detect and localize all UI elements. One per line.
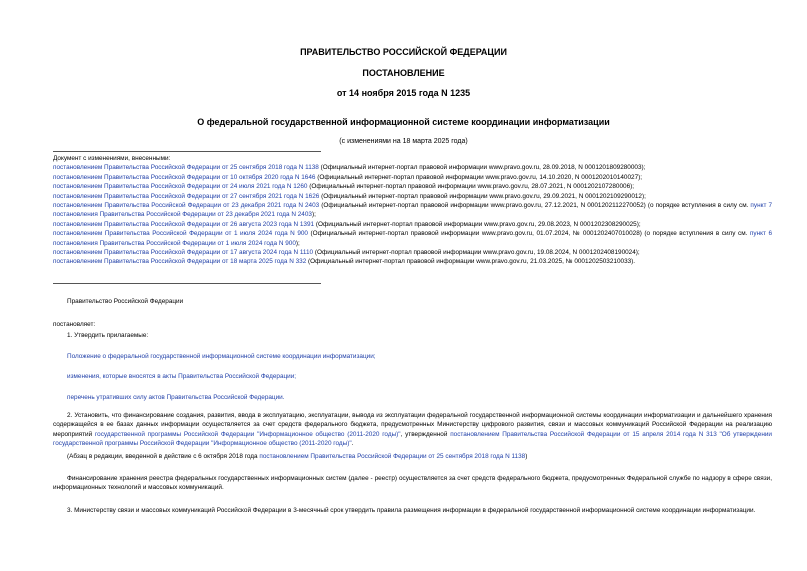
- change-item: постановлением Правительства Российской Федерации от 10 октября 2020 года N 1646 (Официальный интернет-портал правовой информации www.pravo.gov.ru, 14.10.2020, N 0001202010140027);: [53, 173, 643, 181]
- document-title: О федеральной государственной информационной системе координации информатизации: [197, 117, 610, 127]
- funding-paragraph: Финансирование хранения реестра федеральных государственных информационных систем (далее - реестр) осуществляется за счет средств федерального бюджета, предусмотренных Федеральной службе по надзору в сфере связи, информационных технологий и массовых коммуникаций.: [53, 475, 772, 492]
- change-link[interactable]: постановлением Правительства Российской Федерации от 24 июля 2021 года N 1260: [53, 183, 308, 191]
- document-type: ПОСТАНОВЛЕНИЕ: [362, 68, 445, 78]
- edition-note-link[interactable]: постановлением Правительства Российской Федерации от 25 сентября 2018 года N 1138: [259, 453, 526, 460]
- change-link[interactable]: постановлением Правительства Российской Федерации от 10 октября 2020 года N 1646: [53, 173, 316, 181]
- approved-repealed-acts-link[interactable]: перечень утративших силу актов Правительства Российской Федерации.: [67, 394, 285, 401]
- decides-label: постановляет:: [53, 321, 96, 328]
- change-link[interactable]: постановлением Правительства Российской Федерации от 27 сентября 2021 года N 1626: [53, 192, 320, 200]
- paragraph-1: 1. Утвердить прилагаемые:: [67, 332, 149, 339]
- change-entry-into-force-link[interactable]: пункт 7 постановления Правительства Российской Федерации от 23 декабря 2021 года N 2403: [53, 202, 773, 219]
- change-item: постановлением Правительства Российской Федерации от 17 августа 2024 года N 1110 (Официальный интернет-портал правовой информации www.pravo.gov.ru, 19.08.2024, N 0001202408190024);: [53, 249, 640, 257]
- change-item: постановлением Правительства Российской Федерации от 26 августа 2023 года N 1391 (Официальный интернет-портал правовой информации www.pravo.gov.ru, 29.08.2023, N 0001202308290025);: [53, 220, 641, 228]
- revision-note: (с изменениями на 18 марта 2025 года): [339, 138, 468, 145]
- resolution-313-link[interactable]: постановлением Правительства Российской Федерации от 15 апреля 2014 года N 313 "Об утверждении государственной программы Российской Федерации "Информационное общество (2011-2020 годы)": [53, 430, 772, 448]
- government-label: Правительство Российской Федерации: [67, 298, 184, 305]
- change-item: постановлением Правительства Российской Федерации от 1 июля 2024 года N 900 (Официальный интернет-портал правовой информации www.pravo.gov.ru, 01.07.2024, № 0001202407010028) (о порядке вступления в силу см. пункт 6 постановления Правительства Российской Федерации от 1 июля 2024 года N 900);: [53, 230, 772, 247]
- change-link[interactable]: постановлением Правительства Российской Федерации от 17 августа 2024 года N 1110: [53, 249, 314, 257]
- change-link[interactable]: постановлением Правительства Российской Федерации от 26 августа 2023 года N 1391: [53, 220, 315, 228]
- change-item: постановлением Правительства Российской Федерации от 25 сентября 2018 года N 1138 (Официальный интернет-портал правовой информации www.pravo.gov.ru, 28.09.2018, N 0001201809280003);: [53, 164, 646, 172]
- change-link[interactable]: постановлением Правительства Российской Федерации от 25 сентября 2018 года N 1138: [53, 164, 319, 172]
- change-item: постановлением Правительства Российской Федерации от 23 декабря 2021 года N 2403 (Официальный интернет-портал правовой информации www.pravo.gov.ru, 27.12.2021, N 0001202112270052) (о порядке вступления в силу см. пункт 7 постановления Правительства Российской Федерации от 23 декабря 2021 года N 2403);: [53, 202, 773, 219]
- document-date-number: от 14 ноября 2015 года N 1235: [336, 88, 471, 98]
- change-link[interactable]: постановлением Правительства Российской Федерации от 23 декабря 2021 года N 2403: [53, 202, 320, 210]
- changes-intro: Документ с изменениями, внесенными:: [53, 155, 171, 162]
- change-entry-into-force-link[interactable]: пункт 6 постановления Правительства Российской Федерации от 1 июля 2024 года N 900: [53, 230, 772, 247]
- changes-list: [53, 154, 772, 267]
- paragraph-3: 3. Министерству связи и массовых коммуникаций Российской Федерации в 3-месячный срок утвердить правила размещения информации в федеральной государственной информационной системе координации информатизации.: [67, 507, 756, 514]
- change-link[interactable]: постановлением Правительства Российской Федерации от 1 июля 2024 года N 900: [53, 230, 308, 238]
- changes-bottom-divider: [53, 283, 321, 284]
- change-item: постановлением Правительства Российской Федерации от 18 марта 2025 года N 332 (Официальный интернет-портал правовой информации www.pravo.gov.ru, 21.03.2025, № 0001202503210033).: [53, 258, 636, 266]
- paragraph-2: 2. Установить, что финансирование создания, развития, ввода в эксплуатацию, эксплуатации, вывода из эксплуатации федеральной государственной информационной системы координации информатизации и дальнейшего хранения содержащейся в ее базах данных информации осуществляется за счет средств федерального бюджета, предусмотренных Министерству цифрового развития, связи и массовых коммуникаций Российской Федерации на реализацию мероприятий государственной программы Российской Федерации "Информационное общество (2011-2020 годы)", утвержденной постановлением Правительства Российской Федерации от 15 апреля 2014 года N 313 "Об утверждении государственной программы Российской Федерации "Информационное общество (2011-2020 годы)".: [53, 412, 772, 448]
- changes-top-divider: [53, 151, 321, 152]
- government-heading: ПРАВИТЕЛЬСТВО РОССИЙСКОЙ ФЕДЕРАЦИИ: [300, 47, 507, 57]
- change-item: постановлением Правительства Российской Федерации от 27 сентября 2021 года N 1626 (Официальный интернет-портал правовой информации www.pravo.gov.ru, 29.09.2021, N 0001202109290012);: [53, 192, 646, 200]
- approved-amendments-link[interactable]: изменения, которые вносятся в акты Правительства Российской Федерации;: [67, 373, 297, 380]
- change-item: постановлением Правительства Российской Федерации от 24 июля 2021 года N 1260 (Официальный интернет-портал правовой информации www.pravo.gov.ru, 28.07.2021, N 0001202107280006);: [53, 183, 635, 191]
- approved-regulation-link[interactable]: Положение о федеральной государственной информационной системе координации информатизации;: [67, 353, 376, 360]
- paragraph-2-edition-note: (Абзац в редакции, введенной в действие с 6 октября 2018 года постановлением Правительства Российской Федерации от 25 сентября 2018 года N 1138): [67, 453, 528, 460]
- state-program-link[interactable]: государственной программы Российской Федерации "Информационное общество (2011-2020 годы)": [94, 430, 401, 438]
- change-link[interactable]: постановлением Правительства Российской Федерации от 18 марта 2025 года N 332: [53, 258, 307, 266]
